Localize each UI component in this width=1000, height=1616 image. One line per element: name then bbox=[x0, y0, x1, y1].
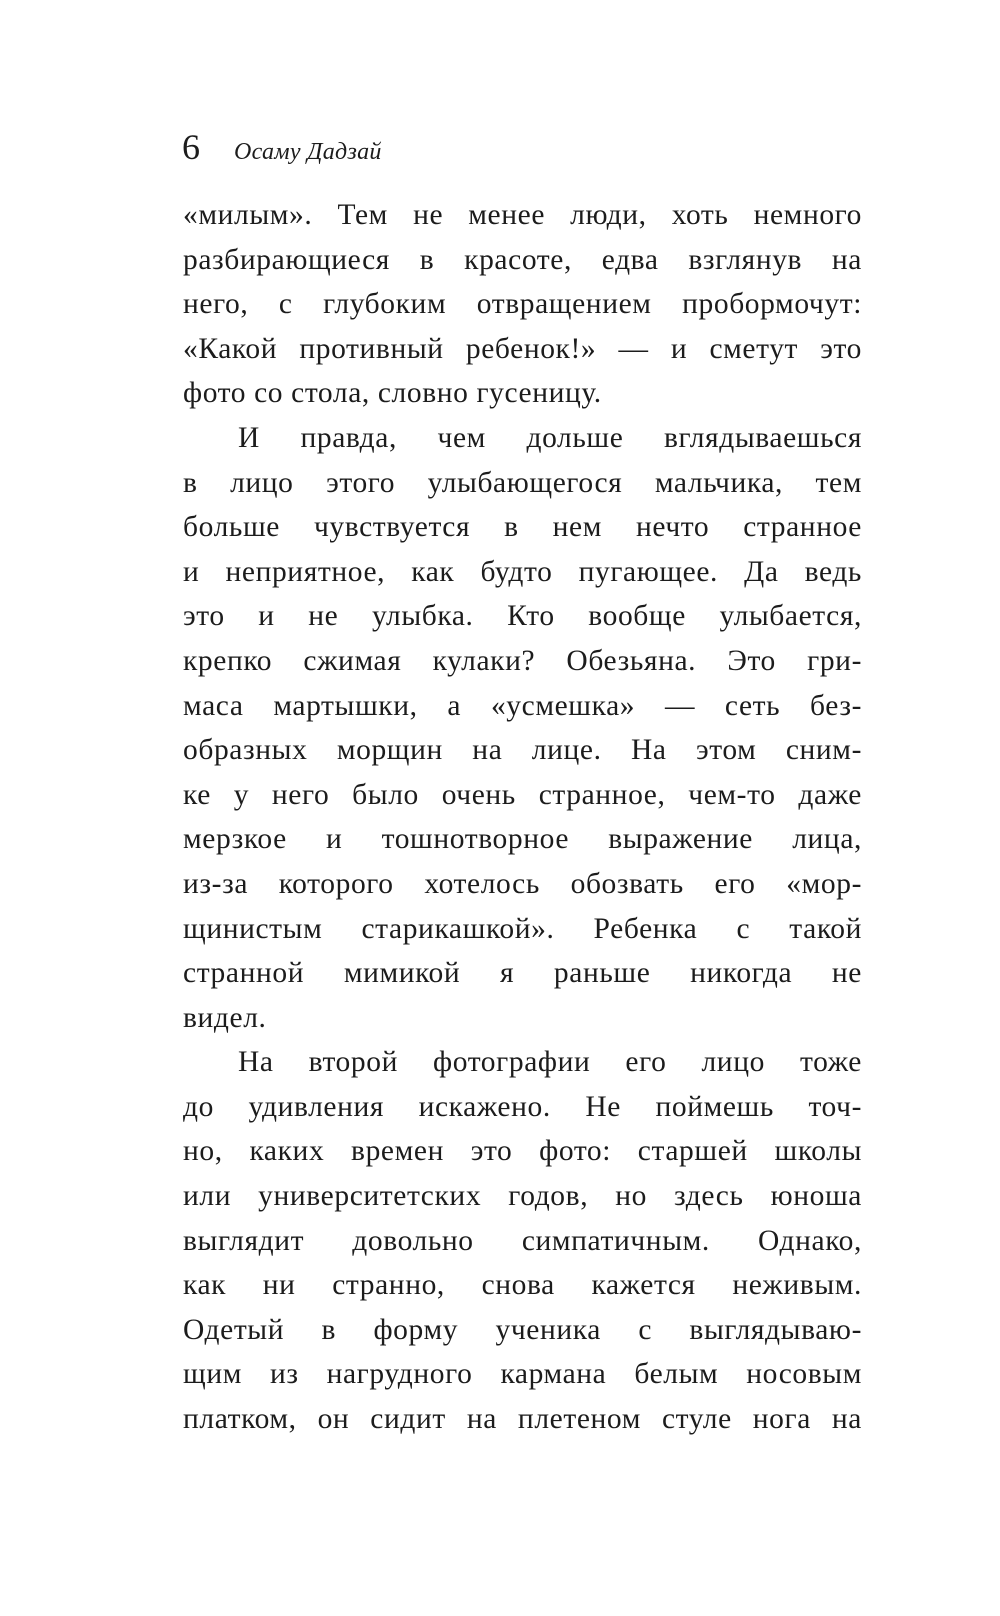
text-line: щинистым старикашкой». Ребенка с такой bbox=[183, 912, 862, 945]
text-line: фото со стола, словно гусеницу. bbox=[183, 377, 602, 410]
text-line: маса мартышки, а «усмешка» — сеть без- bbox=[183, 689, 862, 722]
text-line: мерзкое и тошнотворное выражение лица, bbox=[183, 823, 862, 856]
text-line: На второй фотографии его лицо тоже bbox=[238, 1046, 862, 1079]
text-line: до удивления искажено. Не поймешь точ- bbox=[183, 1090, 862, 1123]
text-line: странной мимикой я раньше никогда не bbox=[183, 957, 862, 990]
text-line: щим из нагрудного кармана белым носовым bbox=[183, 1358, 862, 1391]
text-line: Одетый в форму ученика с выглядываю- bbox=[183, 1313, 862, 1346]
text-line: него, с глубоким отвращением пробормочут: bbox=[183, 288, 862, 321]
text-line: из-за которого хотелось обозвать его «мор- bbox=[183, 867, 862, 900]
text-line: выглядит довольно симпатичным. Однако, bbox=[183, 1224, 862, 1257]
text-line: образных морщин на лице. На этом сним- bbox=[183, 734, 862, 767]
text-line: в лицо этого улыбающегося мальчика, тем bbox=[183, 466, 862, 499]
text-line: или университетских годов, но здесь юноша bbox=[183, 1180, 862, 1213]
text-line: больше чувствуется в нем нечто странное bbox=[183, 511, 862, 544]
text-line: это и не улыбка. Кто вообще улыбается, bbox=[183, 600, 862, 633]
text-line: И правда, чем дольше вглядываешься bbox=[238, 421, 862, 454]
text-line: ке у него было очень странное, чем-то даже bbox=[183, 778, 862, 811]
text-line: разбирающиеся в красоте, едва взглянув на bbox=[183, 243, 862, 276]
text-line: как ни странно, снова кажется неживым. bbox=[183, 1269, 862, 1302]
author-name: Осаму Дадзай bbox=[234, 139, 382, 165]
text-line: крепко сжимая кулаки? Обезьяна. Это гри- bbox=[183, 644, 862, 677]
text-line: «милым». Тем не менее люди, хоть немного bbox=[183, 199, 862, 231]
text-line: «Какой противный ребенок!» — и сметут это bbox=[183, 332, 862, 365]
page-number: 6 bbox=[182, 127, 200, 167]
text-line: но, каких времен это фото: старшей школы bbox=[183, 1135, 862, 1168]
body-text bbox=[183, 193, 862, 1442]
running-header bbox=[182, 122, 862, 172]
text-line: платком, он сидит на плетеном стуле нога на bbox=[183, 1403, 862, 1436]
text-line: и неприятное, как будто пугающее. Да ведь bbox=[183, 555, 862, 588]
text-line: видел. bbox=[183, 1001, 267, 1034]
